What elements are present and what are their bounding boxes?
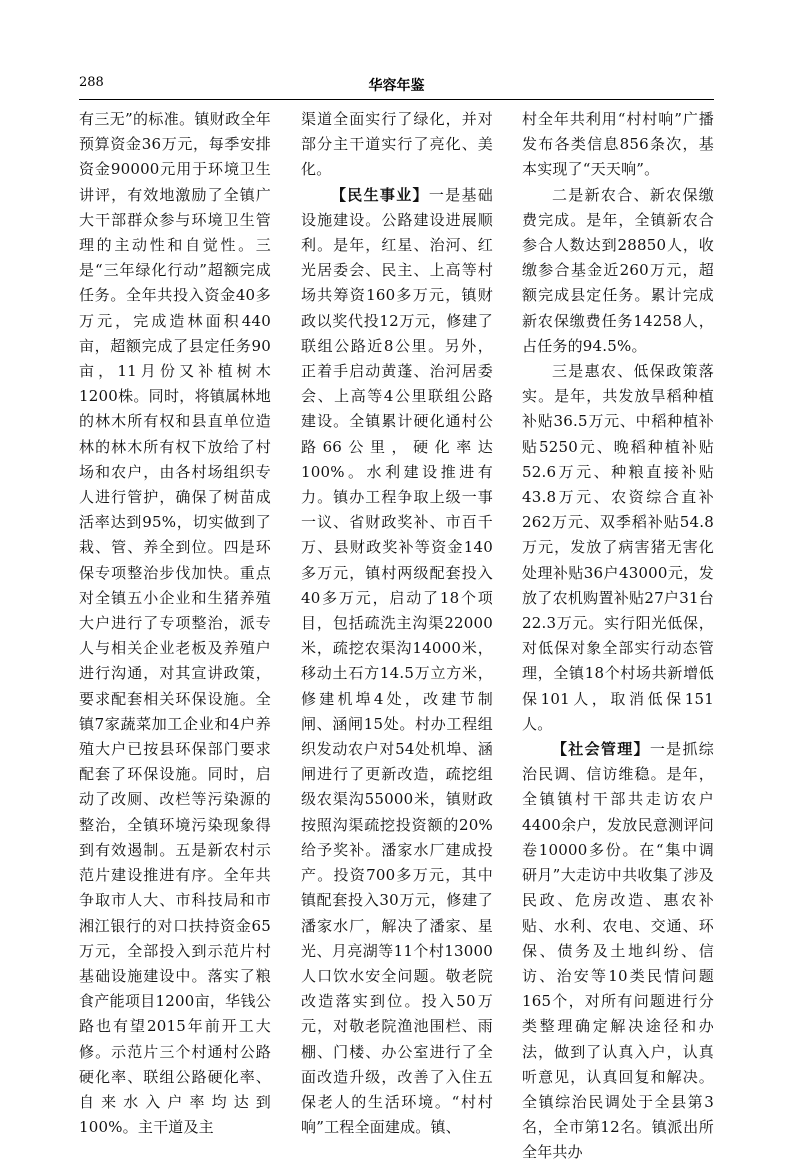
- book-title: 华容年鉴: [368, 78, 425, 94]
- section-heading-social-management: 【社会管理】: [552, 740, 650, 759]
- page-header: [79, 75, 714, 99]
- section-heading-livelihood: 【民生事业】: [331, 185, 429, 204]
- paragraph: 渠道全面实行了绿化，并对部分主干道实行了亮化、美化。: [301, 110, 493, 179]
- section-livelihood: [301, 183, 493, 1141]
- text-column-1: [79, 107, 271, 1140]
- page-number: 288: [79, 75, 104, 90]
- text-column-3: [522, 107, 714, 1166]
- header-rule: [79, 99, 714, 100]
- paragraph-text: 一是基础设施建设。公路建设进展顺利。是年，红星、治河、红光居委会、民主、上高等村场共筹资160多万元，镇财政以奖代投12万元，修建了联组公路近8公里。另外，正着手启动黄蓬、治河居委会、上高等4公里联组公路建设。全镇累计硬化通村公路66公里，硬化率达100%。水利建设推进有力。镇办工程争取上级一事一议、省财政奖补、市百千万、县财政奖补等资金140多万元，镇村两级配套投入40多万元，启动了18个项目，包括疏洗主沟渠22000米，疏挖农渠沟14000米，移动土石方14.5万立方米，修建机埠4处，改建节制闸、涵闸15处。村办工程组织发动农户对54处机埠、涵闸进行了更新改造，疏挖组级农渠沟55000米，镇财政按照沟渠疏挖投资额的20%给予奖补。潘家水厂建成投产。投资700多万元，其中镇配套投入30万元，修建了潘家水厂，解决了潘家、星光、月亮湖等11个村13000人口饮水安全问题。敬老院改造落实到位。投入50万元，对敬老院渔池围栏、雨棚、门楼、办公室进行了全面改造升级，改善了入住五保老人的生活环境。“村村响”工程全面建成。镇、: [301, 185, 493, 1137]
- paragraph: 二是新农合、新农保缴费完成。是年，全镇新农合参合人数达到28850人，收缴参合基金近260万元，超额完成县定任务。累计完成新农保缴费任务14258人，占任务的94.5%。: [522, 185, 714, 355]
- text-column-2: [301, 107, 493, 1140]
- section-social-management: [522, 737, 714, 1165]
- paragraph: 村全年共利用“村村响”广播发布各类信息856条次，基本实现了“天天响”。: [522, 110, 714, 179]
- paragraph: 三是惠农、低保政策落实。是年，共发放旱稻种植补贴36.5万元、中稻种植补贴5250元、晚稻种植补贴52.6万元、种粮直接补贴43.8万元、农资综合直补262万元、双季稻补贴54.8万元，发放了病害猪无害化处理补贴36户43000元，发放了农机购置补贴27户31台22.3万元。实行阳光低保，对低保对象全部实行动态管理，全镇18个村场共新增低保101人，取消低保151人。: [522, 362, 714, 733]
- paragraph-text: 一是抓综治民调、信访维稳。是年，全镇镇村干部共走访农户4400余户，发放民意测评问卷10000多份。在“集中调研月”大走访中共收集了涉及民政、危房改造、惠农补贴、水利、农电、交通、环保、债务及土地纠纷、信访、治安等10类民情问题165个，对所有问题进行分类整理确定解决途径和办法，做到了认真入户，认真听意见，认真回复和解决。全镇综治民调处于全县第3名，全市第12名。镇派出所全年共办: [522, 740, 714, 1162]
- paragraph: 有三无”的标准。镇财政全年预算资金36万元，每季安排资金90000元用于环境卫生讲评，有效地激励了全镇广大干部群众参与环境卫生管理的主动性和自觉性。三是“三年绿化行动”超额完成任务。全年共投入资金40多万元，完成造林面积440亩，超额完成了县定任务90亩，11月份又补植树木1200株。同时，将镇属林地的林木所有权和县直单位造林的林木所有权下放给了村场和农户，由各村场组织专人进行管护，确保了树苗成活率达到95%，切实做到了栽、管、养全到位。四是环保专项整治步伐加快。重点对全镇五小企业和生猪养殖大户进行了专项整治，派专人与相关企业老板及养殖户进行沟通，对其宣讲政策，要求配套相关环保设施。全镇7家蔬菜加工企业和4户养殖大户已按县环保部门要求配套了环保设施。同时，启动了改厕、改栏等污染源的整治，全镇环境污染现象得到有效遏制。五是新农村示范片建设推进有序。全年共争取市人大、市科技局和市湘江银行的对口扶持资金65万元，全部投入到示范片村基础设施建设中。落实了粮食产能项目1200亩，华钱公路也有望2015年前开工大修。示范片三个村通村公路硬化率、联组公路硬化率、自来水入户率均达到100%。主干道及主: [79, 110, 271, 1137]
